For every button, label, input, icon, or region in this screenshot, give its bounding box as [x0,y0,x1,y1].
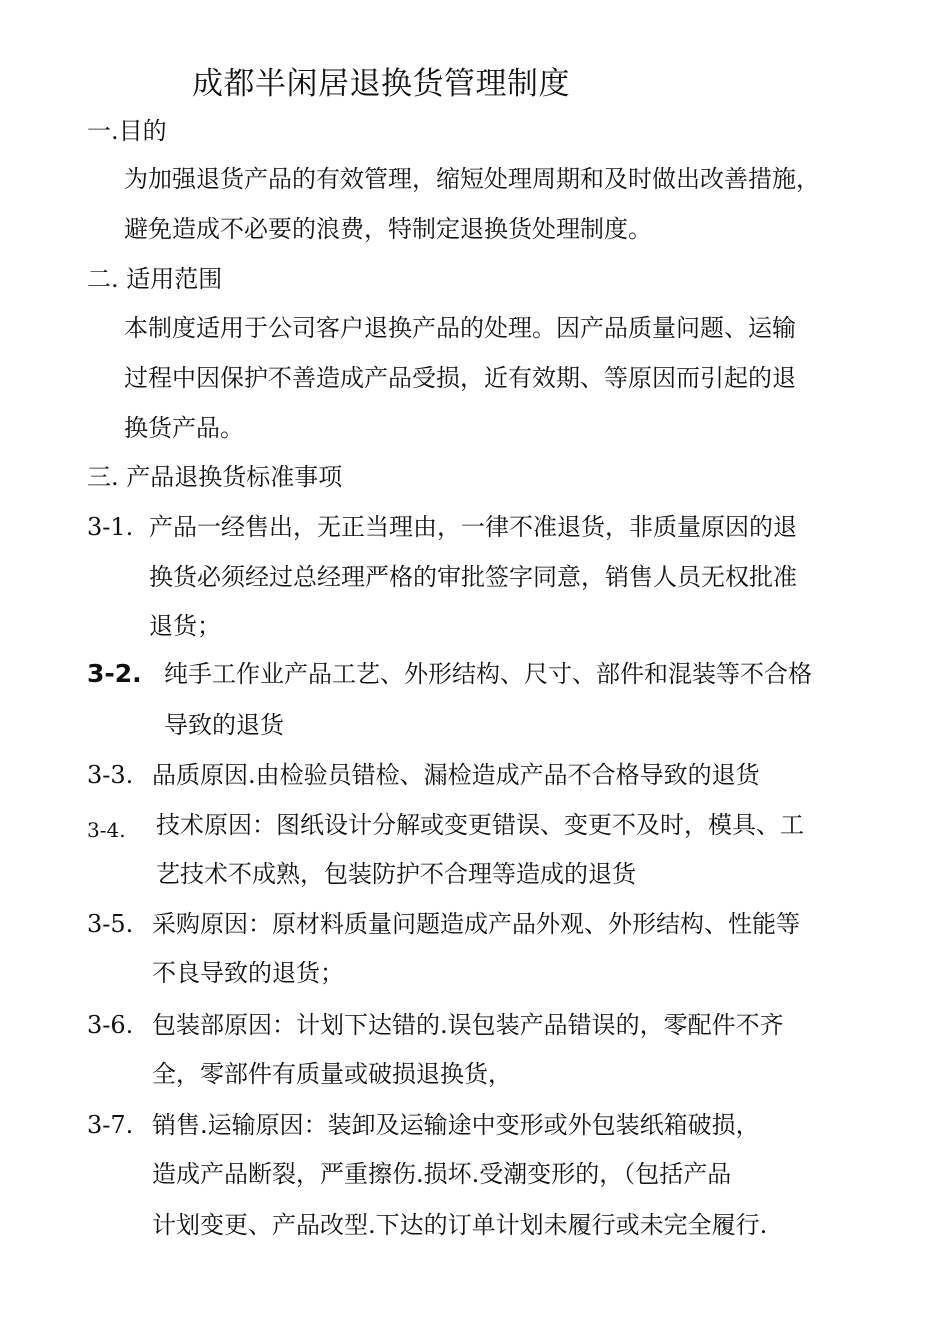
item-3-5-line-1: 采购原因：原材料质量问题造成产品外观、外形结构、性能等 [152,910,800,938]
item-3-7-line-1: 销售.运输原因：装卸及运输途中变形或外包装纸箱破损， [152,1111,760,1139]
item-3-4-line-2: 艺技术不成熟，包装防护不合理等造成的退货 [156,860,636,888]
section-2-line-3: 换货产品。 [124,414,244,442]
item-3-2-line-1: 纯手工作业产品工艺、外形结构、尺寸、部件和混装等不合格 [164,660,812,688]
section-1-line-1: 为加强退货产品的有效管理，缩短处理周期和及时做出改善措施， [124,165,820,193]
item-3-1-number: 3-1. [87,513,134,541]
item-3-1-line-1: 产品一经售出，无正当理由，一律不准退货，非质量原因的退 [149,513,797,541]
section-2-heading: 二. 适用范围 [87,265,223,293]
section-1-line-2: 避免造成不必要的浪费，特制定退换货处理制度。 [124,215,652,243]
item-3-2-line-2: 导致的退货 [164,711,284,739]
item-3-1-line-3: 退货； [149,612,221,640]
item-3-1-line-2: 换货必须经过总经理严格的审批签字同意，销售人员无权批准 [149,563,797,591]
item-3-3-number: 3-3. [87,761,134,789]
item-3-2-number: 3-2. [87,659,142,688]
item-3-6-line-2: 全，零部件有质量或破损退换货， [152,1060,512,1088]
document-title: 成都半闲居退换货管理制度 [192,66,570,102]
section-2-line-2: 过程中因保护不善造成产品受损，近有效期、等原因而引起的退 [124,364,796,392]
section-2-line-1: 本制度适用于公司客户退换产品的处理。因产品质量问题、运输 [124,314,796,342]
item-3-3-line-1: 品质原因.由检验员错检、漏检造成产品不合格导致的退货 [152,761,760,789]
item-3-7-line-2: 造成产品断裂，严重擦伤.损坏.受潮变形的，（包括产品 [152,1160,732,1188]
section-1-heading: 一.目的 [87,117,167,145]
item-3-5-number: 3-5. [87,910,134,938]
item-3-4-number: 3-4. [87,818,126,842]
item-3-4-line-1: 技术原因：图纸设计分解或变更错误、变更不及时，模具、工 [156,811,804,839]
item-3-7-number: 3-7. [87,1111,134,1139]
section-3-heading: 三. 产品退换货标准事项 [87,463,343,491]
item-3-5-line-2: 不良导致的退货； [152,959,344,987]
item-3-6-line-1: 包装部原因：计划下达错的.误包装产品错误的，零配件不齐 [152,1011,784,1039]
item-3-6-number: 3-6. [87,1011,134,1039]
item-3-7-line-3: 计划变更、产品改型.下达的订单计划未履行或未完全履行. [152,1211,768,1239]
